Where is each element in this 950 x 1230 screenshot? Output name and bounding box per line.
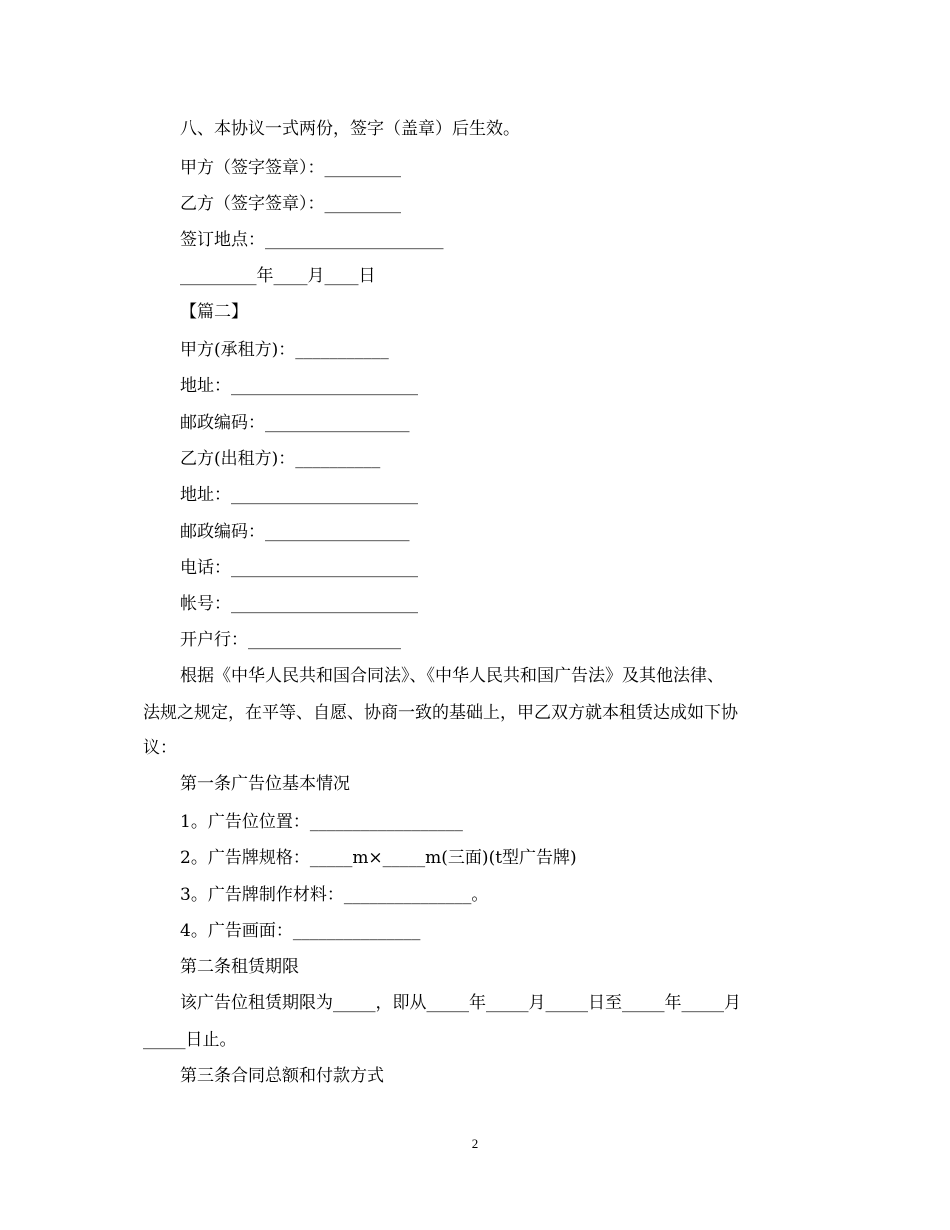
- lessee-name-line: 甲方(承租方)：___________: [180, 340, 389, 360]
- article-one-item-2: 2。广告牌规格：_____m×_____m(三面)(t型广告牌): [180, 848, 577, 868]
- section-heading-part-two: 【篇二】: [180, 302, 248, 322]
- preamble-line-1: 根据《中华人民共和国合同法》、《中华人民共和国广告法》及其他法律、: [180, 666, 724, 686]
- party-b-signature-line: 乙方（签字签章）：_________: [180, 194, 401, 214]
- preamble-line-2: 法规之规定，在平等、自愿、协商一致的基础上，甲乙双方就本租赁达成如下协: [143, 703, 738, 723]
- article-one-item-3: 3。广告牌制作材料：_______________。: [180, 885, 489, 905]
- article-one-item-4: 4。广告画面：_______________: [180, 921, 421, 941]
- page-number: 2: [471, 1136, 479, 1151]
- lessee-address-line: 地址：______________________: [180, 376, 418, 396]
- account-number-line: 帐号：______________________: [180, 594, 418, 614]
- phone-line: 电话：______________________: [180, 558, 418, 578]
- article-one-item-1: 1。广告位位置：__________________: [180, 812, 463, 832]
- clause-eight-effective: 八、本协议一式两份，签字（盖章）后生效。: [180, 119, 520, 139]
- signing-date-line: _________年____月____日: [180, 266, 376, 286]
- article-two-heading: 第二条租赁期限: [180, 957, 299, 977]
- party-a-signature-line: 甲方（签字签章）：_________: [180, 158, 401, 178]
- signing-location-line: 签订地点：_____________________: [180, 230, 444, 250]
- lessee-postcode-line: 邮政编码：_________________: [180, 413, 410, 433]
- article-three-heading: 第三条合同总额和付款方式: [180, 1066, 384, 1086]
- lessor-name-line: 乙方(出租方)：__________: [180, 449, 381, 469]
- article-one-heading: 第一条广告位基本情况: [180, 774, 350, 794]
- lease-term-line-2: _____日止。: [143, 1030, 237, 1050]
- lessor-address-line: 地址：______________________: [180, 485, 418, 505]
- bank-line: 开户行：__________________: [180, 630, 401, 650]
- lease-term-line-1: 该广告位租赁期限为_____，即从_____年_____月_____日至_____年_____月: [180, 993, 741, 1013]
- lessor-postcode-line: 邮政编码：_________________: [180, 522, 410, 542]
- preamble-line-3: 议：: [143, 738, 177, 758]
